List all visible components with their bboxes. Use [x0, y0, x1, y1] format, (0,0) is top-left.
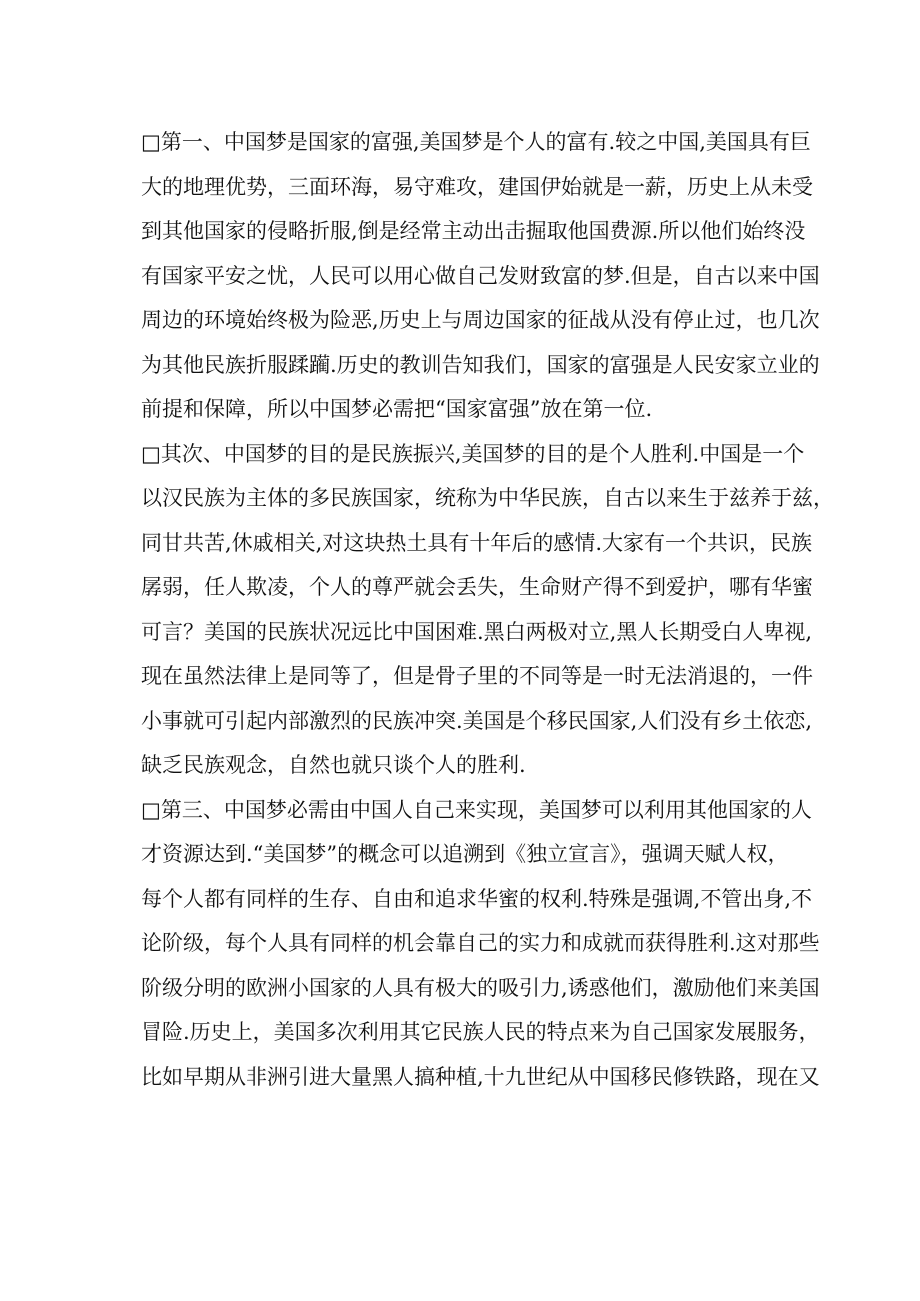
- text-line: 才资源达到.“美国梦”的概念可以追溯到《独立宣言》，强调天赋人权，: [141, 842, 789, 866]
- text-line: 冒险.历史上，美国多次利用其它民族人民的特点来为自己国家发展服务，: [141, 1020, 820, 1044]
- text-line: 周边的环境始终极为险恶,历史上与周边国家的征战从没有停止过，也几次: [141, 308, 820, 332]
- text-line: 同甘共苦,休戚相关,对这块热土具有十年后的感情.大家有一个共识，民族: [141, 530, 813, 555]
- text-line: 前提和保障，所以中国梦必需把“国家富强”放在第一位.: [141, 397, 653, 421]
- text-line: 以汉民族为主体的多民族国家，统称为中华民族，自古以来生于兹养于兹，: [141, 486, 834, 510]
- paragraph-third-point: [141, 788, 820, 1100]
- document-body: [141, 120, 834, 1099]
- text-line: 每个人都有同样的生存、自由和追求华蜜的权利.特殊是强调,不管出身,不: [141, 886, 813, 911]
- text-line: 为其他民族折服蹂躏.历史的教训告知我们，国家的富强是人民安家立业的: [141, 352, 820, 377]
- text-line: □第一、中国梦是国家的富强,美国梦是个人的富有.较之中国,美国具有巨: [141, 130, 811, 154]
- text-line: 论阶级，每个人具有同样的机会靠自己的实力和成就而获得胜利.这对那些: [141, 931, 820, 955]
- text-line: 大的地理优势，三面环海，易守难攻，建国伊始就是一薪，历史上从未受: [141, 174, 813, 199]
- text-line: 现在虽然法律上是同等了，但是骨子里的不同等是一时无法消退的，一件: [141, 664, 813, 688]
- text-line: 小事就可引起内部激烈的民族冲突.美国是个移民国家,人们没有乡土依恋,: [141, 708, 813, 733]
- text-line: 孱弱，任人欺凌，个人的尊严就会丢失，生命财产得不到爱护，哪有华蜜: [141, 575, 813, 599]
- text-line: 有国家平安之忧，人民可以用心做自己发财致富的梦.但是，自古以来中国: [141, 263, 820, 288]
- text-line: □其次、中国梦的目的是民族振兴,美国梦的目的是个人胜利.中国是一个: [141, 441, 805, 466]
- text-line: 阶级分明的欧洲小国家的人具有极大的吸引力,诱惑他们，激励他们来美国: [141, 975, 820, 1000]
- text-line: 可言？美国的民族状况远比中国困难.黑白两极对立,黑人长期受白人卑视,: [141, 619, 813, 644]
- text-line: 缺乏民族观念，自然也就只谈个人的胜利.: [141, 753, 526, 777]
- text-line: 到其他国家的侵略折服,倒是经常主动出击掘取他国费源.所以他们始终没: [141, 219, 806, 243]
- text-line: □第三、中国梦必需由中国人自己来实现，美国梦可以利用其他国家的人: [141, 797, 812, 822]
- text-line: 比如早期从非洲引进大量黑人搞种植,十九世纪从中国移民修铁路，现在又: [141, 1064, 820, 1089]
- paragraph-second-point: [141, 432, 834, 788]
- paragraph-first-point: [141, 120, 820, 432]
